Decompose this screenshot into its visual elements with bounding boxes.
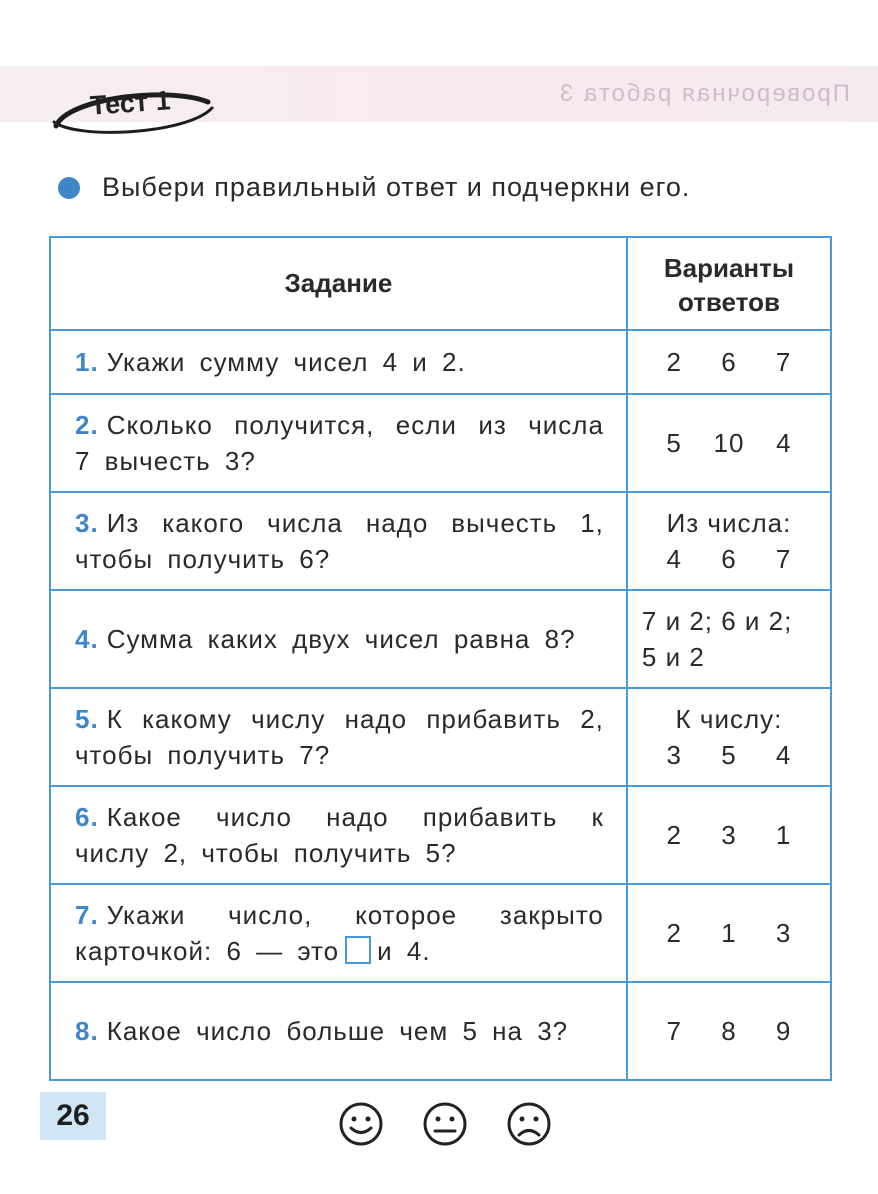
question-text: К какому числу надо прибавить 2, чтобы получить 7?	[75, 704, 604, 770]
answer-prefix: К числу:	[675, 704, 783, 734]
answer-option[interactable]: 3	[721, 820, 737, 850]
question-text: Сумма каких двух чисел равна 8?	[106, 624, 576, 654]
answer-option[interactable]: 6	[721, 347, 737, 377]
table-header-row	[50, 237, 831, 330]
answer-prefix: Из числа:	[666, 508, 792, 538]
question-text: Из какого числа надо вычесть 1, чтобы получить 6?	[75, 508, 604, 574]
card-box-icon	[345, 936, 371, 964]
answer-cell	[627, 688, 831, 786]
table-row	[50, 492, 831, 590]
answer-option[interactable]: 7	[666, 1016, 682, 1046]
answer-option[interactable]: 3	[666, 740, 682, 770]
header-answers-line2: ответов	[677, 287, 780, 317]
question-text: Какое число надо прибавить к числу 2, чтобы получить 5?	[75, 802, 604, 868]
instruction	[58, 172, 690, 203]
page-number: 26	[40, 1092, 106, 1140]
answer-option[interactable]: 10	[713, 428, 745, 458]
question-number: 1.	[75, 347, 99, 377]
answer-cell	[627, 492, 831, 590]
answer-cell	[627, 982, 831, 1080]
answer-option[interactable]: 1	[721, 918, 737, 948]
answer-cell	[627, 786, 831, 884]
header-answers-line1: Варианты	[663, 253, 795, 283]
answer-option[interactable]: 4	[775, 740, 792, 770]
answer-option[interactable]: 7	[775, 347, 792, 377]
sad-face-icon[interactable]	[506, 1101, 552, 1147]
question-cell	[50, 884, 627, 982]
question-cell	[50, 492, 627, 590]
question-number: 6.	[75, 802, 99, 832]
question-cell	[50, 330, 627, 394]
question-text-end: и 4.	[377, 936, 431, 966]
header-task: Задание	[50, 237, 627, 330]
table-row	[50, 982, 831, 1080]
answer-option[interactable]: 2	[666, 347, 682, 377]
question-cell	[50, 590, 627, 688]
table-row	[50, 688, 831, 786]
table-row	[50, 786, 831, 884]
mirrored-header-text: Проверочная работа 3	[557, 80, 850, 107]
question-number: 8.	[75, 1016, 99, 1046]
smile-face-icon[interactable]	[338, 1101, 384, 1147]
header-answers	[627, 237, 831, 330]
answer-option[interactable]: 8	[721, 1016, 737, 1046]
answer-option[interactable]: 1	[775, 820, 792, 850]
bullet-icon	[58, 177, 80, 199]
question-cell	[50, 786, 627, 884]
question-text: Сколько получится, если из числа 7 вычесть 3?	[75, 410, 604, 476]
question-text: Укажи число, которое закрыто карточкой: 6 — это	[75, 900, 604, 966]
question-number: 5.	[75, 704, 99, 734]
table-row	[50, 330, 831, 394]
answer-option[interactable]: 5	[721, 740, 737, 770]
answer-cell	[627, 394, 831, 492]
question-text: Какое число больше чем 5 на 3?	[106, 1016, 569, 1046]
answer-option[interactable]: 7 и 2; 6 и 2;	[641, 606, 793, 636]
answer-option[interactable]: 2	[666, 820, 682, 850]
question-number: 4.	[75, 624, 99, 654]
question-cell	[50, 982, 627, 1080]
neutral-face-icon[interactable]	[422, 1101, 468, 1147]
question-number: 2.	[75, 410, 99, 440]
answer-option[interactable]: 3	[775, 918, 792, 948]
instruction-text: Выбери правильный ответ и подчеркни его.	[102, 172, 691, 202]
answer-cell	[627, 330, 831, 394]
test-title: Тест 1	[89, 85, 172, 121]
answer-option[interactable]: 4	[776, 428, 792, 458]
answer-option[interactable]: 4	[666, 544, 682, 574]
answer-cell	[627, 884, 831, 982]
self-assessment-faces	[338, 1101, 552, 1147]
table-row	[50, 394, 831, 492]
answer-option[interactable]: 5	[666, 428, 682, 458]
task-table	[49, 236, 832, 1081]
table-row	[50, 884, 831, 982]
test-label	[48, 78, 218, 140]
answer-option[interactable]: 9	[775, 1016, 792, 1046]
answer-option[interactable]: 7	[775, 544, 792, 574]
question-cell	[50, 688, 627, 786]
question-number: 7.	[75, 900, 99, 930]
question-cell	[50, 394, 627, 492]
answer-cell	[627, 590, 831, 688]
question-text: Укажи сумму чисел 4 и 2.	[106, 347, 466, 377]
answer-option[interactable]: 6	[721, 544, 737, 574]
table-row	[50, 590, 831, 688]
answer-option[interactable]: 5 и 2	[641, 642, 705, 672]
answer-option[interactable]: 2	[666, 918, 682, 948]
question-number: 3.	[75, 508, 99, 538]
